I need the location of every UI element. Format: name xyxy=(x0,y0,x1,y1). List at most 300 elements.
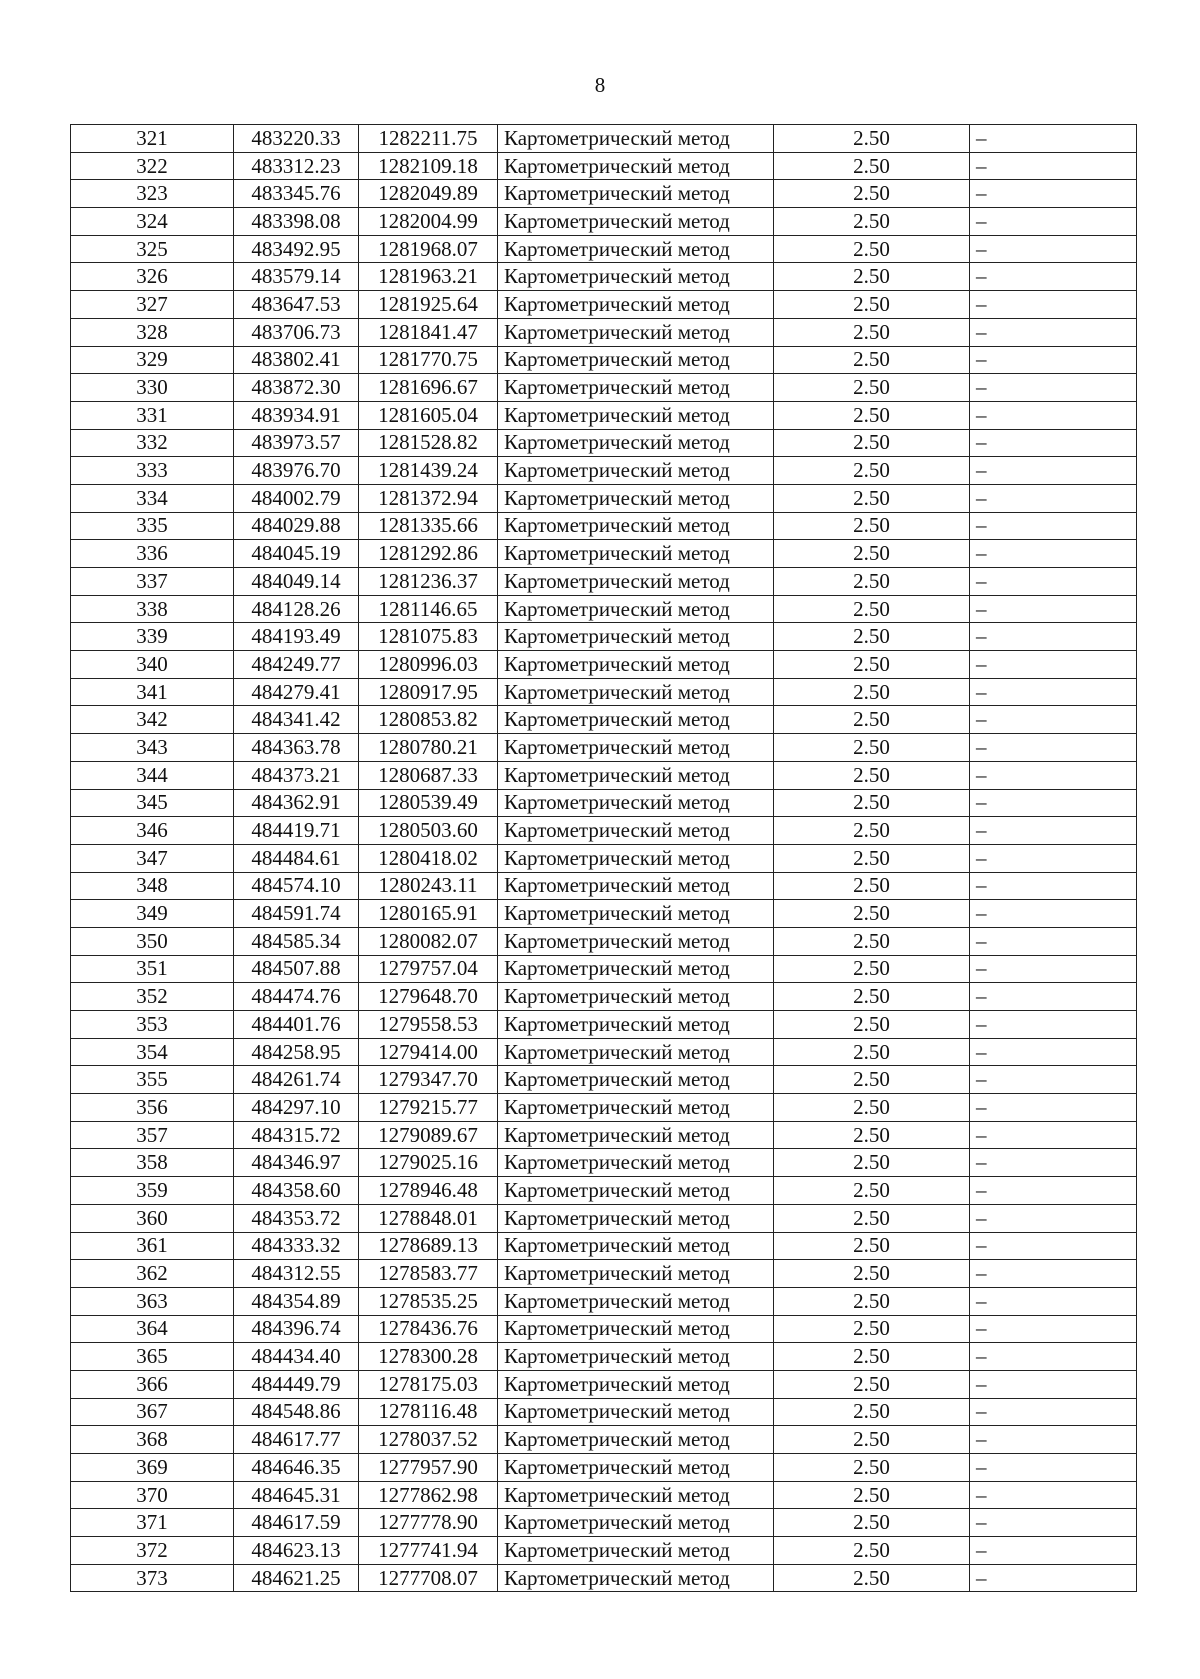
y-coordinate-cell: 1279025.16 xyxy=(359,1149,498,1177)
note-cell: – xyxy=(970,1232,1137,1260)
note-cell: – xyxy=(970,152,1137,180)
note-cell: – xyxy=(970,1038,1137,1066)
table-row xyxy=(71,346,1137,374)
x-coordinate-cell: 484358.60 xyxy=(234,1177,359,1205)
point-number-cell: 336 xyxy=(71,540,234,568)
x-coordinate-cell: 484646.35 xyxy=(234,1454,359,1482)
table-row xyxy=(71,1509,1137,1537)
method-cell: Картометрический метод xyxy=(498,900,774,928)
method-cell: Картометрический метод xyxy=(498,152,774,180)
accuracy-cell: 2.50 xyxy=(774,927,970,955)
point-number-cell: 337 xyxy=(71,568,234,596)
x-coordinate-cell: 484401.76 xyxy=(234,1011,359,1039)
note-cell: – xyxy=(970,1343,1137,1371)
method-cell: Картометрический метод xyxy=(498,429,774,457)
point-number-cell: 331 xyxy=(71,401,234,429)
method-cell: Картометрический метод xyxy=(498,1260,774,1288)
point-number-cell: 346 xyxy=(71,817,234,845)
note-cell: – xyxy=(970,374,1137,402)
accuracy-cell: 2.50 xyxy=(774,983,970,1011)
accuracy-cell: 2.50 xyxy=(774,1509,970,1537)
y-coordinate-cell: 1277957.90 xyxy=(359,1454,498,1482)
y-coordinate-cell: 1281236.37 xyxy=(359,568,498,596)
x-coordinate-cell: 483345.76 xyxy=(234,180,359,208)
y-coordinate-cell: 1280687.33 xyxy=(359,761,498,789)
y-coordinate-cell: 1281075.83 xyxy=(359,623,498,651)
accuracy-cell: 2.50 xyxy=(774,263,970,291)
x-coordinate-cell: 483706.73 xyxy=(234,318,359,346)
method-cell: Картометрический метод xyxy=(498,1481,774,1509)
point-number-cell: 372 xyxy=(71,1537,234,1565)
method-cell: Картометрический метод xyxy=(498,983,774,1011)
table-row xyxy=(71,568,1137,596)
table-row xyxy=(71,180,1137,208)
point-number-cell: 335 xyxy=(71,512,234,540)
y-coordinate-cell: 1278946.48 xyxy=(359,1177,498,1205)
note-cell: – xyxy=(970,125,1137,153)
accuracy-cell: 2.50 xyxy=(774,1343,970,1371)
table-row xyxy=(71,1066,1137,1094)
note-cell: – xyxy=(970,983,1137,1011)
note-cell: – xyxy=(970,955,1137,983)
note-cell: – xyxy=(970,789,1137,817)
table-row xyxy=(71,1426,1137,1454)
y-coordinate-cell: 1280539.49 xyxy=(359,789,498,817)
method-cell: Картометрический метод xyxy=(498,1370,774,1398)
accuracy-cell: 2.50 xyxy=(774,1481,970,1509)
accuracy-cell: 2.50 xyxy=(774,1398,970,1426)
y-coordinate-cell: 1278689.13 xyxy=(359,1232,498,1260)
method-cell: Картометрический метод xyxy=(498,1343,774,1371)
x-coordinate-cell: 483976.70 xyxy=(234,457,359,485)
x-coordinate-cell: 484507.88 xyxy=(234,955,359,983)
y-coordinate-cell: 1280503.60 xyxy=(359,817,498,845)
note-cell: – xyxy=(970,872,1137,900)
y-coordinate-cell: 1281696.67 xyxy=(359,374,498,402)
method-cell: Картометрический метод xyxy=(498,955,774,983)
accuracy-cell: 2.50 xyxy=(774,1454,970,1482)
table-row xyxy=(71,1398,1137,1426)
y-coordinate-cell: 1281528.82 xyxy=(359,429,498,457)
point-number-cell: 360 xyxy=(71,1204,234,1232)
x-coordinate-cell: 484449.79 xyxy=(234,1370,359,1398)
point-number-cell: 357 xyxy=(71,1121,234,1149)
point-number-cell: 329 xyxy=(71,346,234,374)
note-cell: – xyxy=(970,540,1137,568)
point-number-cell: 356 xyxy=(71,1094,234,1122)
table-row xyxy=(71,844,1137,872)
point-number-cell: 361 xyxy=(71,1232,234,1260)
y-coordinate-cell: 1281335.66 xyxy=(359,512,498,540)
method-cell: Картометрический метод xyxy=(498,623,774,651)
accuracy-cell: 2.50 xyxy=(774,651,970,679)
table-row xyxy=(71,1537,1137,1565)
x-coordinate-cell: 484362.91 xyxy=(234,789,359,817)
note-cell: – xyxy=(970,1121,1137,1149)
note-cell: – xyxy=(970,1149,1137,1177)
method-cell: Картометрический метод xyxy=(498,1287,774,1315)
accuracy-cell: 2.50 xyxy=(774,568,970,596)
y-coordinate-cell: 1279558.53 xyxy=(359,1011,498,1039)
x-coordinate-cell: 484353.72 xyxy=(234,1204,359,1232)
point-number-cell: 326 xyxy=(71,263,234,291)
point-number-cell: 340 xyxy=(71,651,234,679)
point-number-cell: 344 xyxy=(71,761,234,789)
x-coordinate-cell: 484396.74 xyxy=(234,1315,359,1343)
note-cell: – xyxy=(970,346,1137,374)
y-coordinate-cell: 1277708.07 xyxy=(359,1564,498,1592)
y-coordinate-cell: 1280243.11 xyxy=(359,872,498,900)
accuracy-cell: 2.50 xyxy=(774,540,970,568)
y-coordinate-cell: 1281841.47 xyxy=(359,318,498,346)
accuracy-cell: 2.50 xyxy=(774,374,970,402)
accuracy-cell: 2.50 xyxy=(774,484,970,512)
table-row xyxy=(71,1481,1137,1509)
note-cell: – xyxy=(970,318,1137,346)
note-cell: – xyxy=(970,457,1137,485)
x-coordinate-cell: 484623.13 xyxy=(234,1537,359,1565)
y-coordinate-cell: 1280917.95 xyxy=(359,678,498,706)
method-cell: Картометрический метод xyxy=(498,208,774,236)
note-cell: – xyxy=(970,208,1137,236)
point-number-cell: 324 xyxy=(71,208,234,236)
method-cell: Картометрический метод xyxy=(498,263,774,291)
table-row xyxy=(71,318,1137,346)
note-cell: – xyxy=(970,512,1137,540)
table-row xyxy=(71,1370,1137,1398)
x-coordinate-cell: 484193.49 xyxy=(234,623,359,651)
method-cell: Картометрический метод xyxy=(498,1121,774,1149)
y-coordinate-cell: 1278583.77 xyxy=(359,1260,498,1288)
accuracy-cell: 2.50 xyxy=(774,900,970,928)
x-coordinate-cell: 484617.77 xyxy=(234,1426,359,1454)
table-row xyxy=(71,401,1137,429)
table-row xyxy=(71,1094,1137,1122)
method-cell: Картометрический метод xyxy=(498,1149,774,1177)
point-number-cell: 341 xyxy=(71,678,234,706)
point-number-cell: 373 xyxy=(71,1564,234,1592)
method-cell: Картометрический метод xyxy=(498,512,774,540)
x-coordinate-cell: 484002.79 xyxy=(234,484,359,512)
note-cell: – xyxy=(970,1315,1137,1343)
y-coordinate-cell: 1280996.03 xyxy=(359,651,498,679)
method-cell: Картометрический метод xyxy=(498,844,774,872)
point-number-cell: 353 xyxy=(71,1011,234,1039)
point-number-cell: 367 xyxy=(71,1398,234,1426)
note-cell: – xyxy=(970,927,1137,955)
table-row xyxy=(71,872,1137,900)
table-row xyxy=(71,900,1137,928)
y-coordinate-cell: 1281146.65 xyxy=(359,595,498,623)
y-coordinate-cell: 1280082.07 xyxy=(359,927,498,955)
accuracy-cell: 2.50 xyxy=(774,1370,970,1398)
method-cell: Картометрический метод xyxy=(498,180,774,208)
table-row xyxy=(71,983,1137,1011)
x-coordinate-cell: 484346.97 xyxy=(234,1149,359,1177)
accuracy-cell: 2.50 xyxy=(774,844,970,872)
note-cell: – xyxy=(970,1287,1137,1315)
x-coordinate-cell: 483492.95 xyxy=(234,235,359,263)
note-cell: – xyxy=(970,1537,1137,1565)
note-cell: – xyxy=(970,1398,1137,1426)
table-row xyxy=(71,1121,1137,1149)
y-coordinate-cell: 1281963.21 xyxy=(359,263,498,291)
note-cell: – xyxy=(970,1177,1137,1205)
note-cell: – xyxy=(970,484,1137,512)
method-cell: Картометрический метод xyxy=(498,1426,774,1454)
x-coordinate-cell: 484049.14 xyxy=(234,568,359,596)
method-cell: Картометрический метод xyxy=(498,1564,774,1592)
x-coordinate-cell: 484548.86 xyxy=(234,1398,359,1426)
x-coordinate-cell: 484249.77 xyxy=(234,651,359,679)
x-coordinate-cell: 484373.21 xyxy=(234,761,359,789)
x-coordinate-cell: 483872.30 xyxy=(234,374,359,402)
accuracy-cell: 2.50 xyxy=(774,1011,970,1039)
x-coordinate-cell: 483802.41 xyxy=(234,346,359,374)
accuracy-cell: 2.50 xyxy=(774,817,970,845)
table-row xyxy=(71,761,1137,789)
x-coordinate-cell: 484029.88 xyxy=(234,512,359,540)
note-cell: – xyxy=(970,1481,1137,1509)
accuracy-cell: 2.50 xyxy=(774,512,970,540)
y-coordinate-cell: 1280780.21 xyxy=(359,734,498,762)
table-row xyxy=(71,1564,1137,1592)
table-row xyxy=(71,457,1137,485)
table-row xyxy=(71,235,1137,263)
y-coordinate-cell: 1279347.70 xyxy=(359,1066,498,1094)
y-coordinate-cell: 1279757.04 xyxy=(359,955,498,983)
y-coordinate-cell: 1278535.25 xyxy=(359,1287,498,1315)
x-coordinate-cell: 484434.40 xyxy=(234,1343,359,1371)
y-coordinate-cell: 1279215.77 xyxy=(359,1094,498,1122)
point-number-cell: 364 xyxy=(71,1315,234,1343)
method-cell: Картометрический метод xyxy=(498,1315,774,1343)
y-coordinate-cell: 1281439.24 xyxy=(359,457,498,485)
method-cell: Картометрический метод xyxy=(498,374,774,402)
accuracy-cell: 2.50 xyxy=(774,1315,970,1343)
accuracy-cell: 2.50 xyxy=(774,1426,970,1454)
point-number-cell: 328 xyxy=(71,318,234,346)
accuracy-cell: 2.50 xyxy=(774,457,970,485)
table-row xyxy=(71,374,1137,402)
x-coordinate-cell: 484574.10 xyxy=(234,872,359,900)
accuracy-cell: 2.50 xyxy=(774,1260,970,1288)
x-coordinate-cell: 484585.34 xyxy=(234,927,359,955)
y-coordinate-cell: 1278848.01 xyxy=(359,1204,498,1232)
y-coordinate-cell: 1282004.99 xyxy=(359,208,498,236)
table-row xyxy=(71,208,1137,236)
point-number-cell: 343 xyxy=(71,734,234,762)
accuracy-cell: 2.50 xyxy=(774,789,970,817)
x-coordinate-cell: 483312.23 xyxy=(234,152,359,180)
note-cell: – xyxy=(970,235,1137,263)
accuracy-cell: 2.50 xyxy=(774,1094,970,1122)
table-row xyxy=(71,927,1137,955)
point-number-cell: 363 xyxy=(71,1287,234,1315)
method-cell: Картометрический метод xyxy=(498,789,774,817)
method-cell: Картометрический метод xyxy=(498,1038,774,1066)
accuracy-cell: 2.50 xyxy=(774,346,970,374)
note-cell: – xyxy=(970,623,1137,651)
note-cell: – xyxy=(970,734,1137,762)
accuracy-cell: 2.50 xyxy=(774,955,970,983)
method-cell: Картометрический метод xyxy=(498,1454,774,1482)
note-cell: – xyxy=(970,844,1137,872)
method-cell: Картометрический метод xyxy=(498,1537,774,1565)
point-number-cell: 368 xyxy=(71,1426,234,1454)
point-number-cell: 321 xyxy=(71,125,234,153)
note-cell: – xyxy=(970,595,1137,623)
note-cell: – xyxy=(970,1370,1137,1398)
table-row xyxy=(71,1315,1137,1343)
page-number: 8 xyxy=(594,73,606,97)
point-number-cell: 366 xyxy=(71,1370,234,1398)
point-number-cell: 347 xyxy=(71,844,234,872)
table-row xyxy=(71,1038,1137,1066)
point-number-cell: 323 xyxy=(71,180,234,208)
x-coordinate-cell: 484279.41 xyxy=(234,678,359,706)
method-cell: Картометрический метод xyxy=(498,125,774,153)
method-cell: Картометрический метод xyxy=(498,1509,774,1537)
point-number-cell: 325 xyxy=(71,235,234,263)
point-number-cell: 369 xyxy=(71,1454,234,1482)
method-cell: Картометрический метод xyxy=(498,291,774,319)
accuracy-cell: 2.50 xyxy=(774,678,970,706)
method-cell: Картометрический метод xyxy=(498,484,774,512)
accuracy-cell: 2.50 xyxy=(774,1066,970,1094)
note-cell: – xyxy=(970,291,1137,319)
x-coordinate-cell: 484591.74 xyxy=(234,900,359,928)
note-cell: – xyxy=(970,1564,1137,1592)
note-cell: – xyxy=(970,568,1137,596)
x-coordinate-cell: 484341.42 xyxy=(234,706,359,734)
table-row xyxy=(71,651,1137,679)
y-coordinate-cell: 1281372.94 xyxy=(359,484,498,512)
table-row xyxy=(71,789,1137,817)
y-coordinate-cell: 1278037.52 xyxy=(359,1426,498,1454)
table-row xyxy=(71,678,1137,706)
method-cell: Картометрический метод xyxy=(498,1398,774,1426)
method-cell: Картометрический метод xyxy=(498,1066,774,1094)
table-row xyxy=(71,1260,1137,1288)
method-cell: Картометрический метод xyxy=(498,817,774,845)
method-cell: Картометрический метод xyxy=(498,927,774,955)
accuracy-cell: 2.50 xyxy=(774,1121,970,1149)
method-cell: Картометрический метод xyxy=(498,540,774,568)
note-cell: – xyxy=(970,678,1137,706)
y-coordinate-cell: 1282049.89 xyxy=(359,180,498,208)
point-number-cell: 322 xyxy=(71,152,234,180)
y-coordinate-cell: 1282109.18 xyxy=(359,152,498,180)
point-number-cell: 338 xyxy=(71,595,234,623)
table-row xyxy=(71,1011,1137,1039)
point-number-cell: 359 xyxy=(71,1177,234,1205)
note-cell: – xyxy=(970,1066,1137,1094)
method-cell: Картометрический метод xyxy=(498,346,774,374)
note-cell: – xyxy=(970,180,1137,208)
table-row xyxy=(71,1287,1137,1315)
accuracy-cell: 2.50 xyxy=(774,1537,970,1565)
x-coordinate-cell: 483220.33 xyxy=(234,125,359,153)
note-cell: – xyxy=(970,429,1137,457)
coordinates-table xyxy=(70,124,1137,1592)
y-coordinate-cell: 1280165.91 xyxy=(359,900,498,928)
table-row xyxy=(71,263,1137,291)
y-coordinate-cell: 1280853.82 xyxy=(359,706,498,734)
note-cell: – xyxy=(970,1426,1137,1454)
x-coordinate-cell: 483973.57 xyxy=(234,429,359,457)
table-row xyxy=(71,512,1137,540)
y-coordinate-cell: 1281292.86 xyxy=(359,540,498,568)
point-number-cell: 351 xyxy=(71,955,234,983)
note-cell: – xyxy=(970,401,1137,429)
method-cell: Картометрический метод xyxy=(498,1232,774,1260)
x-coordinate-cell: 484363.78 xyxy=(234,734,359,762)
point-number-cell: 342 xyxy=(71,706,234,734)
y-coordinate-cell: 1278175.03 xyxy=(359,1370,498,1398)
table-row xyxy=(71,1232,1137,1260)
accuracy-cell: 2.50 xyxy=(774,706,970,734)
table-row xyxy=(71,623,1137,651)
x-coordinate-cell: 484315.72 xyxy=(234,1121,359,1149)
method-cell: Картометрический метод xyxy=(498,1094,774,1122)
point-number-cell: 327 xyxy=(71,291,234,319)
y-coordinate-cell: 1279089.67 xyxy=(359,1121,498,1149)
point-number-cell: 332 xyxy=(71,429,234,457)
x-coordinate-cell: 484297.10 xyxy=(234,1094,359,1122)
note-cell: – xyxy=(970,1011,1137,1039)
point-number-cell: 334 xyxy=(71,484,234,512)
method-cell: Картометрический метод xyxy=(498,706,774,734)
accuracy-cell: 2.50 xyxy=(774,152,970,180)
note-cell: – xyxy=(970,900,1137,928)
table-row xyxy=(71,1177,1137,1205)
note-cell: – xyxy=(970,651,1137,679)
method-cell: Картометрический метод xyxy=(498,235,774,263)
point-number-cell: 355 xyxy=(71,1066,234,1094)
table-row xyxy=(71,484,1137,512)
note-cell: – xyxy=(970,817,1137,845)
method-cell: Картометрический метод xyxy=(498,678,774,706)
table-row xyxy=(71,1149,1137,1177)
table-row xyxy=(71,955,1137,983)
table-row xyxy=(71,706,1137,734)
note-cell: – xyxy=(970,706,1137,734)
y-coordinate-cell: 1281605.04 xyxy=(359,401,498,429)
table-row xyxy=(71,1454,1137,1482)
x-coordinate-cell: 484419.71 xyxy=(234,817,359,845)
accuracy-cell: 2.50 xyxy=(774,1564,970,1592)
point-number-cell: 349 xyxy=(71,900,234,928)
point-number-cell: 352 xyxy=(71,983,234,1011)
accuracy-cell: 2.50 xyxy=(774,1287,970,1315)
point-number-cell: 365 xyxy=(71,1343,234,1371)
coordinates-table-body xyxy=(71,125,1137,1592)
accuracy-cell: 2.50 xyxy=(774,1149,970,1177)
point-number-cell: 333 xyxy=(71,457,234,485)
method-cell: Картометрический метод xyxy=(498,595,774,623)
method-cell: Картометрический метод xyxy=(498,1204,774,1232)
method-cell: Картометрический метод xyxy=(498,401,774,429)
x-coordinate-cell: 483398.08 xyxy=(234,208,359,236)
x-coordinate-cell: 484312.55 xyxy=(234,1260,359,1288)
method-cell: Картометрический метод xyxy=(498,734,774,762)
accuracy-cell: 2.50 xyxy=(774,318,970,346)
method-cell: Картометрический метод xyxy=(498,761,774,789)
point-number-cell: 370 xyxy=(71,1481,234,1509)
accuracy-cell: 2.50 xyxy=(774,1177,970,1205)
y-coordinate-cell: 1281770.75 xyxy=(359,346,498,374)
